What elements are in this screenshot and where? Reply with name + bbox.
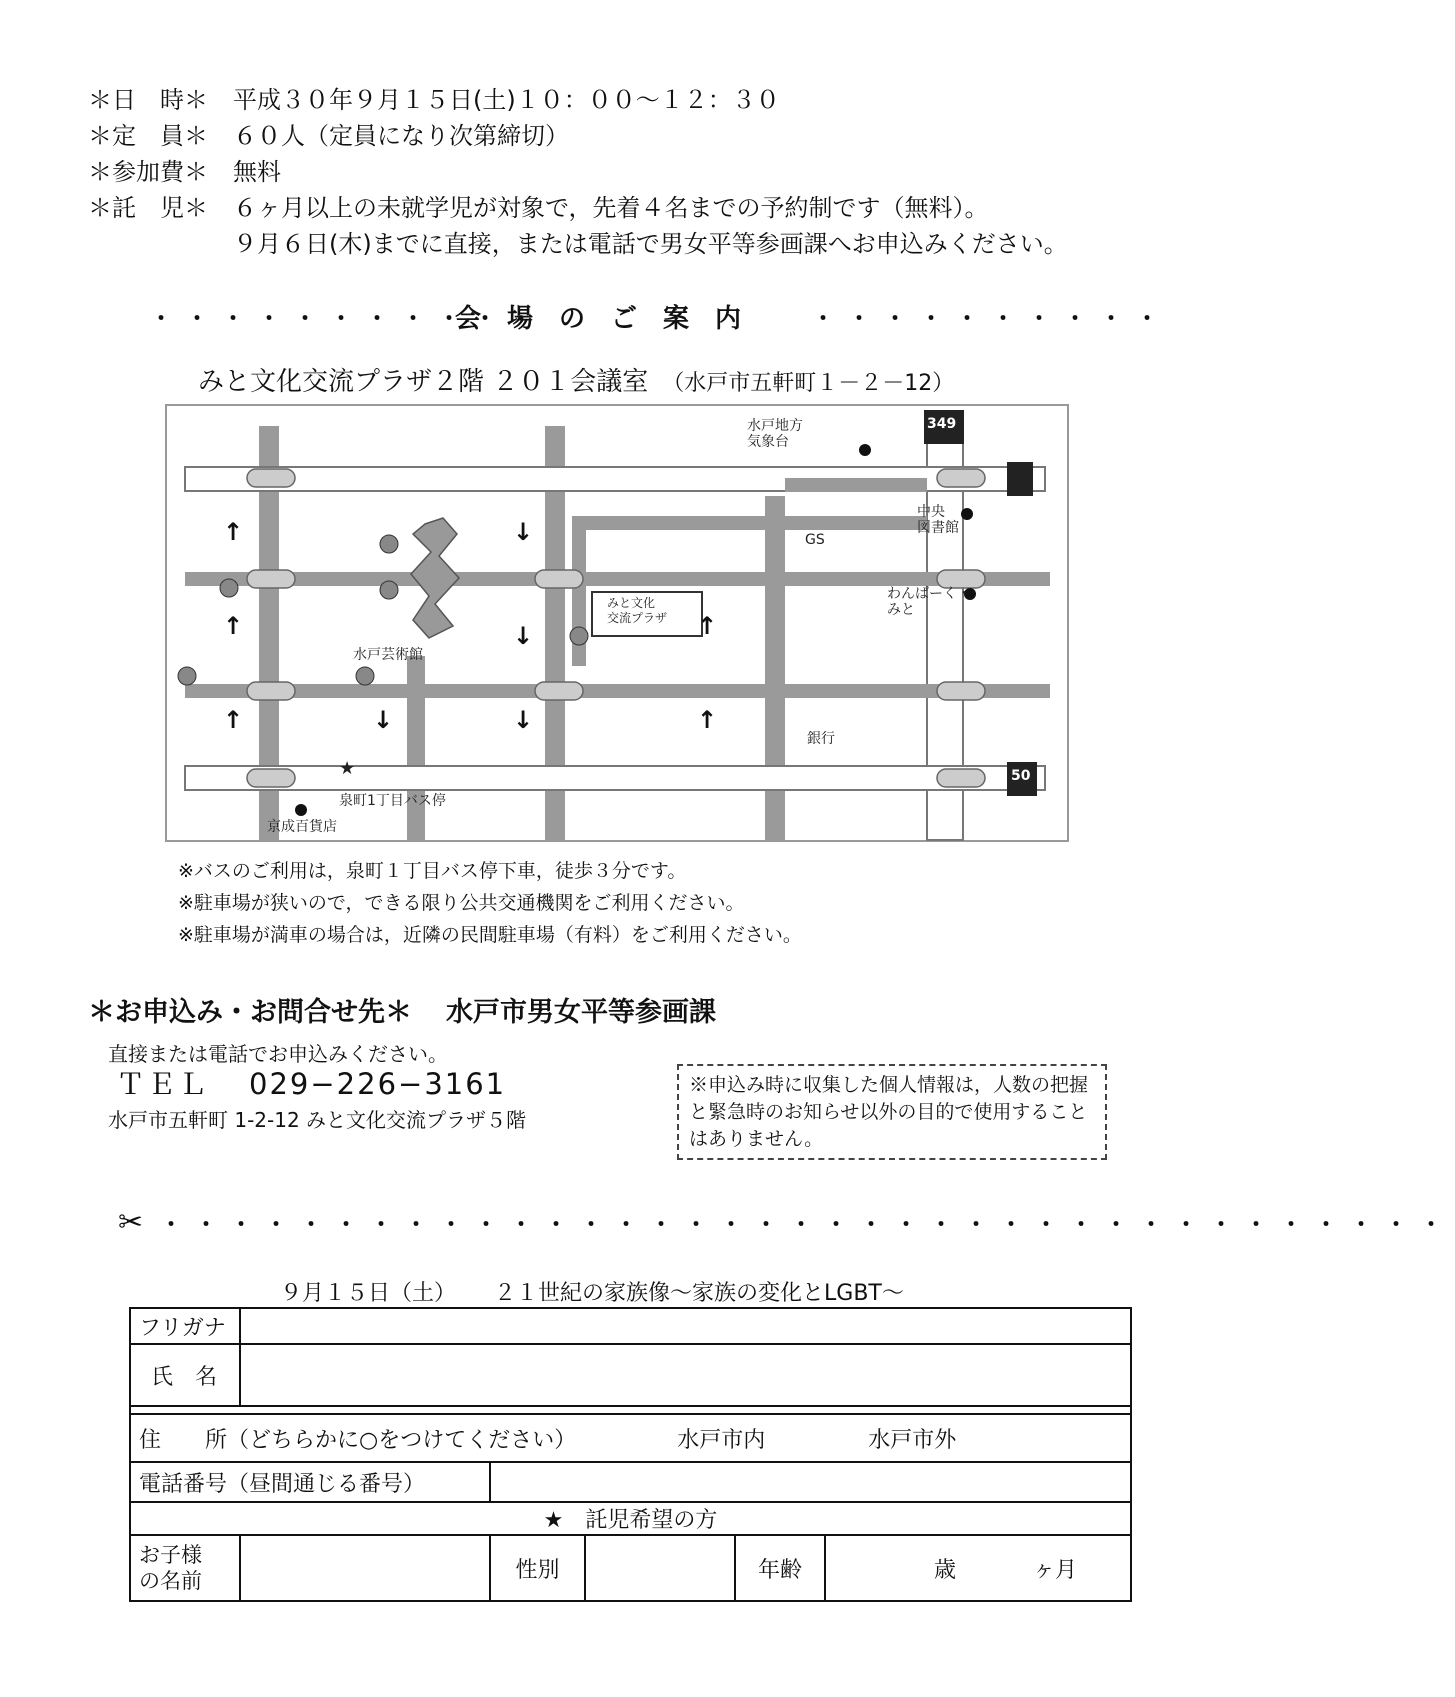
tel-number: 029−226−3161 [249, 1067, 507, 1101]
phone-input[interactable] [490, 1462, 1131, 1502]
contact-address: 水戸市五軒町 1-2-12 みと文化交流プラザ５階 [108, 1108, 527, 1132]
childcare-row [88, 188, 989, 223]
signal [937, 682, 985, 700]
note-parking-full: ※駐車場が満車の場合は，近隣の民間駐車場（有料）をご利用ください。 [178, 924, 802, 946]
age-input[interactable] [825, 1535, 1131, 1601]
venue-section-title: 会場のご案内 [455, 304, 768, 334]
childcare-value-2: ９月６日(木)までに直接，または電話で男女平等参画課へお申込みください。 [233, 230, 1068, 258]
datetime-label: ＊日 時＊ [88, 86, 208, 114]
dept-store-dot [295, 804, 307, 816]
venue-dots-left: ・・・・・・・・・・・ [150, 307, 547, 332]
age-unit-years: 歳 [934, 1557, 957, 1583]
arrow-down-icon: ↓ [373, 706, 394, 734]
fee-value: 無料 [233, 158, 281, 186]
parking-icon [178, 667, 196, 685]
bus-stop-label: 泉町1丁目バス停 [339, 793, 446, 809]
scissors-icon: ✂ [118, 1205, 144, 1240]
childcare-label: ＊託 児＊ [88, 194, 208, 222]
road-horizontal-3 [185, 684, 1050, 698]
dept-store-label: 京成百貨店 [267, 819, 337, 835]
parking-icon [570, 627, 588, 645]
fee-row [88, 152, 281, 187]
bus-stop-star-icon: ★ [339, 758, 356, 779]
address-option-outside[interactable]: 水戸市外 [868, 1427, 957, 1453]
library-dot [961, 508, 973, 520]
note-parking-narrow: ※駐車場が狭いので，できる限り公共交通機関をご利用ください。 [178, 892, 745, 914]
application-form [129, 1307, 1132, 1602]
parking-icon [356, 667, 374, 685]
arrow-up-icon: ↑ [223, 612, 244, 640]
arrow-down-icon: ↓ [513, 518, 534, 546]
parking-icon [220, 579, 238, 597]
childcare-header: ★ 託児希望の方 [130, 1502, 1131, 1535]
arrow-up-icon: ↑ [223, 518, 244, 546]
signal [247, 469, 295, 487]
form-title-event: ２１世紀の家族像～家族の変化とLGBT～ [494, 1281, 904, 1306]
venue-dots-right: ・・・・・・・・・・ [812, 307, 1173, 332]
contact-instruction: 直接または電話でお申込みください。 [108, 1042, 448, 1066]
signal [535, 682, 583, 700]
address-field[interactable] [130, 1414, 1131, 1462]
road-horizontal-2 [185, 572, 1050, 586]
road-horizontal-short [572, 516, 927, 530]
tel-label: ＴＥＬ [116, 1067, 210, 1101]
venue-name: みと文化交流プラザ２階 ２０１会議室 [198, 367, 649, 397]
capacity-value: ６０人（定員になり次第締切） [233, 122, 569, 150]
child-name-input[interactable] [240, 1535, 490, 1601]
cut-line-dots: ・・・・・・・・・・・・・・・・・・・・・・・・・・・・・・・・・・・・・ [160, 1213, 1455, 1238]
address-label: 住 所（どちらかに○をつけてください） [139, 1427, 577, 1453]
childcare-value-1: ６ヶ月以上の未就学児が対象で，先着４名までの予約制です（無料）。 [233, 194, 989, 222]
gender-input[interactable] [585, 1535, 735, 1601]
arrow-up-icon: ↑ [223, 706, 244, 734]
address-option-inside[interactable]: 水戸市内 [677, 1427, 766, 1453]
furigana-input[interactable] [240, 1308, 1131, 1344]
form-spacer [130, 1406, 1131, 1414]
route-349-label: 349 [927, 416, 957, 432]
furigana-label: フリガナ [130, 1308, 240, 1344]
contact-heading: ＊お申込み・お問合せ先＊ [88, 997, 412, 1028]
datetime-row [88, 80, 780, 115]
name-input[interactable] [240, 1344, 1131, 1406]
route-50-label: 50 [1011, 768, 1031, 784]
contact-department: 水戸市男女平等参画課 [446, 997, 716, 1028]
privacy-note: ※申込み時に収集した個人情報は，人数の把握と緊急時のお知らせ以外の目的で使用することはありません。 [677, 1064, 1107, 1160]
art-museum-building [411, 518, 459, 638]
form-title [280, 1276, 904, 1307]
phone-label: 電話番号（昼間通じる番号） [130, 1462, 490, 1502]
capacity-row [88, 116, 569, 151]
gs-label: GS [805, 532, 825, 548]
signal [247, 682, 295, 700]
child-name-label: お子様 の名前 [130, 1535, 240, 1601]
road-horizontal-route-50 [185, 766, 1045, 790]
capacity-label: ＊定 員＊ [88, 122, 208, 150]
age-label: 年齢 [735, 1535, 825, 1601]
parking-icon [380, 535, 398, 553]
parking-icon [380, 581, 398, 599]
road-horizontal-gs [785, 478, 927, 492]
road-vertical-4 [407, 656, 425, 840]
signal [247, 769, 295, 787]
signal [937, 769, 985, 787]
bank-label: 銀行 [807, 731, 835, 747]
wanpaku-label: わんぱーく・ みと [887, 586, 971, 618]
datetime-value: 平成３０年９月１５日(土)１０：００～１２：３０ [233, 86, 780, 114]
contact-tel-row [116, 1062, 506, 1103]
access-map [165, 404, 1069, 842]
note-bus: ※バスのご利用は，泉町１丁目バス停下車，徒歩３分です。 [178, 860, 687, 882]
fee-label: ＊参加費＊ [88, 158, 208, 186]
arrow-down-icon: ↓ [513, 706, 534, 734]
weather-station-label: 水戸地方 気象台 [747, 418, 803, 450]
venue-line [198, 361, 954, 398]
age-unit-months: ヶ月 [1033, 1557, 1078, 1583]
signal [535, 570, 583, 588]
gender-label: 性別 [490, 1535, 585, 1601]
venue-address: （水戸市五軒町１－２－12） [662, 371, 955, 396]
plaza-label: みと文化 交流プラザ [607, 596, 668, 625]
signal [247, 570, 295, 588]
route-badge-top [1007, 462, 1033, 496]
form-title-date: ９月１５日（土） [280, 1281, 457, 1306]
contact-heading-row [88, 990, 716, 1029]
signal [937, 469, 985, 487]
library-label: 中央 図書館 [917, 504, 959, 536]
arrow-up-icon: ↑ [697, 612, 718, 640]
weather-station-dot [859, 444, 871, 456]
arrow-down-icon: ↓ [513, 622, 534, 650]
name-label: 氏 名 [130, 1344, 240, 1406]
arrow-up-icon: ↑ [697, 706, 718, 734]
art-museum-label: 水戸芸術館 [353, 647, 423, 663]
